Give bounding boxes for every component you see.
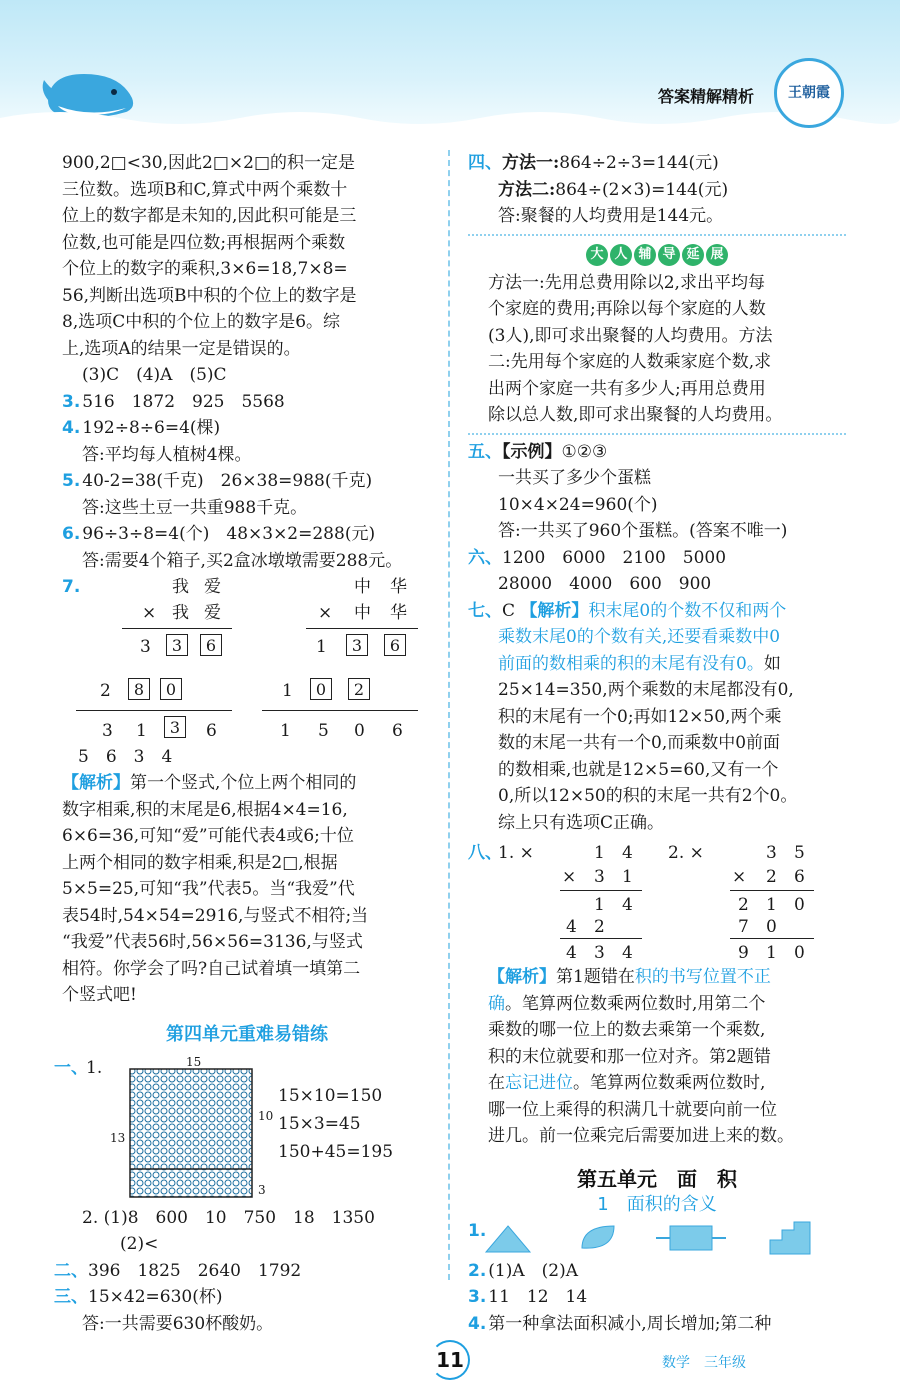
s3: 三、15×42=630(杯) [54,1287,223,1307]
u3: 3. 11 12 14 [468,1287,588,1307]
lesson-title: 1 面积的含义 [597,1193,717,1215]
answer-box: 8 [128,678,150,700]
text-line: 二:先用每个家庭的人数乘家庭个数,求 [488,352,772,372]
text-line: 方法一:先用总费用除以2,求出平均每 [488,272,765,293]
answer-box: 6 [200,634,222,656]
q6: 6. 96÷3÷8=4(个) 48×3×2=288(元) [62,524,376,544]
text-line: 28000 4000 600 900 [498,574,712,594]
q3: 3. 516 1872 925 5568 [62,391,285,412]
equation: 150+45=195 [278,1141,394,1162]
answer-line: 答:需要4个箱子,买2盒冰墩墩需要288元。 [82,550,403,571]
rule-line [122,628,232,629]
text-line: “我爱”代表56时,56×56=3136,与竖式 [62,932,363,952]
text-line: 2. (1)8 600 10 750 18 1350 [82,1207,375,1228]
text-line: 相符。你学会了吗?自己试着填一填第二 [62,958,361,979]
text-line: (2)< [120,1234,159,1254]
text-line: 个位上的数字的乘积,3×6=18,7×8= [62,259,348,279]
text-line: 个竖式吧! [62,985,137,1005]
s5: 五、【示例】①②③ [468,441,608,462]
dotted-divider [468,433,846,435]
text-line: 积的末位就要和那一位对齐。第2题错 [488,1046,771,1067]
q7-answer: 5 6 3 4 [78,747,173,767]
text-line: 确。笔算两位数乘两位数时,用第二个 [488,993,766,1014]
shape-box-icon [656,1224,726,1252]
answer-line: 答:一共需要630杯酸奶。 [82,1313,274,1334]
text-line: 10×4×24=960(个) [498,494,658,515]
answer-line: 答:平均每人植树4棵。 [82,444,252,465]
text-line: 0,所以12×50的积的末尾一共有2个0。 [498,786,798,806]
puzzle-char: 爱 [204,577,221,597]
text-line: 位上的数字都是未知的,因此积可能是三 [62,206,357,226]
page-number: 11 [430,1340,470,1380]
equation: 15×3=45 [278,1113,361,1134]
rule-line [730,938,814,939]
puzzle-char: 中 [354,577,371,597]
puzzle-char: 我 [172,603,189,623]
text-line: 数字相乘,积的末尾是6,根据4×4=16, [62,799,348,820]
text-line: 8,选项C中积的个位上的数字是6。综 [62,312,341,332]
right-column [468,150,846,1337]
shape-triangle-icon [484,1224,532,1254]
text-line: 三位数。选项B和C,算式中两个乘数十 [62,179,348,200]
answer-box: 0 [160,678,182,700]
text-line: 上,选项A的结果一定是错误的。 [62,338,301,359]
text-line: 一共买了多少个蛋糕 [498,468,651,488]
rule-line [306,628,418,629]
text-line: 表54时,54×54=2916,与竖式不相符;当 [62,905,369,926]
shape-stairs-icon [768,1220,812,1256]
answer-box: 2 [348,678,370,700]
s7: 七、C 【解析】积末尾0的个数不仅和两个 [468,600,787,621]
q5: 5. 40-2=38(千克) 26×38=988(千克) [62,471,373,491]
text-line: 除以总人数,即可求出聚餐的人均费用。 [488,405,783,425]
s4-method2: 方法二:864÷(2×3)=144(元) [498,179,729,200]
rule-line [560,890,642,891]
answer-box: 6 [384,634,406,656]
text-line: 乘数的哪一位上的数去乘第一个乘数, [488,1020,766,1040]
equation: 15×10=150 [278,1085,383,1106]
header-title: 答案精解精析 [658,87,755,106]
text-line: 位数,也可能是四位数;再根据两个乘数 [62,232,346,253]
shape-leaf-icon [578,1222,618,1254]
answer-box: 3 [164,716,186,738]
shapes-row: 1. [468,1218,846,1258]
text-line: 前面的数相乘的积的末尾有没有0。如 [498,653,781,674]
text-line: 在忘记进位。笔算两位数乘两位数时, [488,1073,766,1093]
puzzle-char: 爱 [204,603,221,623]
times-sign: × [142,603,157,623]
brand-logo: 王朝霞 [774,58,844,128]
u4: 4. 第一种拿法面积减小,周长增加;第二种 [468,1313,772,1334]
puzzle-char: 华 [390,603,407,623]
rule-line [560,938,642,939]
text-line: 综上只有选项C正确。 [498,812,665,833]
rule-line [730,890,814,891]
header-wave [0,100,900,130]
text-line: 个家庭的费用;再除以每个家庭的人数 [488,299,766,319]
column-divider [448,150,450,1280]
dot-grid-figure [128,1067,256,1199]
s6: 六、1200 6000 2100 5000 [468,547,727,568]
text-line: 6×6=36,可知“爱”可能代表4或6;十位 [62,826,354,846]
s2: 二、396 1825 2640 1792 [54,1260,302,1281]
q7-vertical-multiplication: 7. 我 爱 × 我 爱 3 3 6 2 8 0 3 1 3 6 中 华 × 中 华 1 3 6 1 0 2 1 5 0 6 5 6 3 4 [62,574,432,770]
puzzle-char: 中 [354,603,371,623]
puzzle-char: 我 [172,577,189,597]
footer-subject: 数学 三年级 [662,1355,746,1371]
page-header [0,0,900,130]
answer-line: 答:这些土豆一共重988千克。 [82,497,308,518]
text-line: 25×14=350,两个乘数的末尾都没有0, [498,680,794,700]
text-line: 上两个相同的数字相乘,积是2□,根据 [62,852,338,873]
text-line: (3)C (4)A (5)C [82,365,227,385]
s8-vertical-calculations: 八、 1. × 1 4 × 3 1 1 4 4 2 4 3 4 2. × 3 5 × 2 6 2 1 0 7 0 9 1 0 [468,840,846,964]
puzzle-char: 华 [390,577,407,597]
rule-line [262,710,418,711]
answer-line: 答:聚餐的人均费用是144元。 [498,206,724,226]
times-sign: × [318,603,333,623]
text-line: 哪一位上乘得的积满几十就要向前一位 [488,1099,777,1120]
text-line: (3人),即可求出聚餐的人均费用。方法 [488,325,773,346]
extension-badge: 大 人 辅 导 延 展 [468,240,846,270]
text-line: 数的末尾一共有一个0,而乘数中0前面 [498,733,781,753]
text-line: 56,判断出选项B中积的个位上的数字是 [62,285,357,306]
text-line: 积的末尾有一个0;再如12×50,两个乘 [498,706,782,727]
text-line: 乘数末尾0的个数有关,还要看乘数中0 [498,627,781,647]
text-line: 900,2□<30,因此2□×2□的积一定是 [62,153,356,173]
answer-box: 0 [310,678,332,700]
text-line: 出两个家庭一共有多少人;再用总费用 [488,378,766,399]
answer-line: 答:一共买了960个蛋糕。(答案不唯一) [498,521,788,541]
answer-box: 3 [166,634,188,656]
unit-title: 第五单元 面 积 [577,1166,737,1191]
rule-line [76,710,232,711]
section-title: 第四单元重难易错练 [166,1023,328,1045]
answer-box: 3 [346,634,368,656]
text-line: 5×5=25,可知“我”代表5。当“我爱”代 [62,879,355,899]
area-grid-problem: 一、 1. 15 13 10 3 15×10=150 15×3=45 150+45=195 [54,1054,394,1197]
analysis-line: 【解析】第1题错在积的书写位置不正 [488,967,771,987]
analysis-line: 【解析】第一个竖式,个位上两个相同的 [62,773,357,793]
text-line: 进几。前一位乘完后需要加进上来的数。 [488,1126,794,1146]
s4-method1: 四、方法一:864÷2÷3=144(元) [468,153,719,173]
left-column [54,150,432,1337]
dotted-divider [468,234,846,236]
u2: 2. (1)A (2)A [468,1260,579,1281]
q4: 4. 192÷8÷6=4(棵) [62,418,221,438]
text-line: 的数相乘,也就是12×5=60,又有一个 [498,759,779,780]
